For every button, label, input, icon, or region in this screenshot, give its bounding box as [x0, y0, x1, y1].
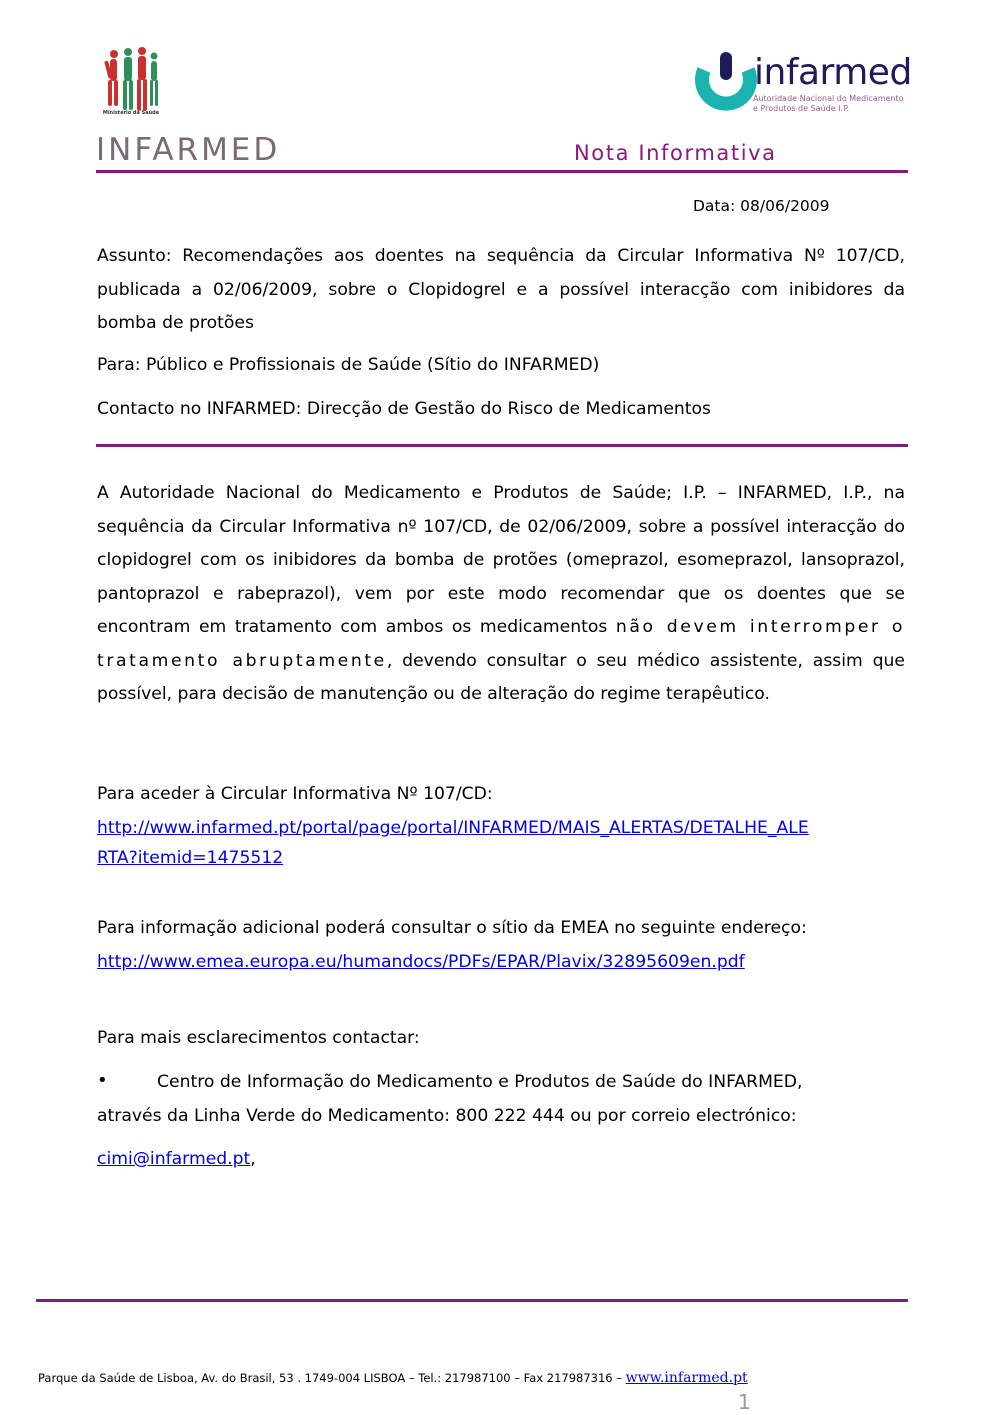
subtitle-line-1: Autoridade Nacional do Medicamento [753, 94, 904, 103]
contact-line: Contacto no INFARMED: Direcção de Gestão do Risco de Medicamentos [97, 399, 711, 419]
circular-link[interactable] [97, 818, 809, 878]
footer-rule [36, 1299, 908, 1302]
infarmed-logo-word: infarmed [754, 52, 912, 93]
document-date [693, 197, 830, 215]
email-line [97, 1149, 256, 1169]
subtitle-line-2: e Produtos de Saúde I.P. [753, 104, 850, 113]
emea-link-wrapper[interactable] [97, 952, 745, 972]
document-header-title: INFARMED [96, 132, 281, 168]
bullet-line-2: através da Linha Verde do Medicamento: 800 222 444 ou por correio electrónico: [97, 1105, 797, 1126]
circular-link-line-1[interactable]: http://www.infarmed.pt/portal/page/portal/INFARMED/MAIS_ALERTAS/DETALHE_ALE [97, 818, 809, 838]
page-number: 1 [738, 1390, 751, 1414]
circular-link-line-2[interactable]: RTA?itemid=1475512 [97, 848, 284, 868]
section-rule [96, 444, 908, 447]
subject-paragraph: Assunto: Recomendações aos doentes na sequência da Circular Informativa Nº 107/CD, publicada a 02/06/2009, sobre o Clopidogrel e a possível interacção com inibidores da bomba de protões [97, 246, 905, 333]
main-paragraph-emphasis: não devem interromper o tratamento abruptamente [97, 617, 905, 671]
header-rule [96, 170, 908, 173]
document-type-label: Nota Informativa [574, 141, 777, 165]
footer-address: Parque da Saúde de Lisboa, Av. do Brasil, 53 . 1749-004 LISBOA – Tel.: 217987100 – Fax 217987316 – [38, 1371, 623, 1385]
email-suffix: , [250, 1149, 256, 1169]
email-link[interactable]: cimi@infarmed.pt [97, 1149, 251, 1169]
main-paragraph [97, 477, 905, 712]
main-paragraph-start: A Autoridade Nacional do Medicamento e Produtos de Saúde; I.P. – INFARMED, I.P., na sequência da Circular Informativa nº 107/CD, de 02/06/2009, sobre a possível interacção do clopidogrel com os inibidores da bomba de protões (omeprazol, esomeprazol, lansoprazol, pantoprazol e rabeprazol), vem por este modo recomendar que os doentes que se encontram em tratamento com ambos os medicamentos [97, 483, 905, 637]
contact-bullet [97, 1066, 905, 1133]
date-value: 08/06/2009 [740, 197, 830, 215]
circular-label: Para aceder à Circular Informativa Nº 107/CD: [97, 784, 493, 804]
recipients-line: Para: Público e Profissionais de Saúde (Sítio do INFARMED) [97, 355, 600, 375]
bullet-icon: • [97, 1070, 108, 1091]
date-label: Data: [693, 197, 736, 215]
footer-website-link[interactable]: www.infarmed.pt [625, 1370, 748, 1386]
main-paragraph-end: , devendo consultar o seu médico assistente, assim que possível, para decisão de manutenção ou de alteração do regime terapêutico. [97, 650, 906, 704]
infarmed-logo-subtitle [753, 94, 904, 114]
more-info-label: Para mais esclarecimentos contactar: [97, 1028, 420, 1048]
emea-link[interactable]: http://www.emea.europa.eu/humandocs/PDFs/EPAR/Plavix/32895609en.pdf [97, 952, 745, 972]
emea-label: Para informação adicional poderá consultar o sítio da EMEA no seguinte endereço: [97, 918, 807, 938]
bullet-line-1: Centro de Informação do Medicamento e Produtos de Saúde do INFARMED, [157, 1072, 803, 1092]
ministry-caption: Ministério da Saúde [102, 110, 160, 116]
footer-address-line [38, 1370, 748, 1386]
